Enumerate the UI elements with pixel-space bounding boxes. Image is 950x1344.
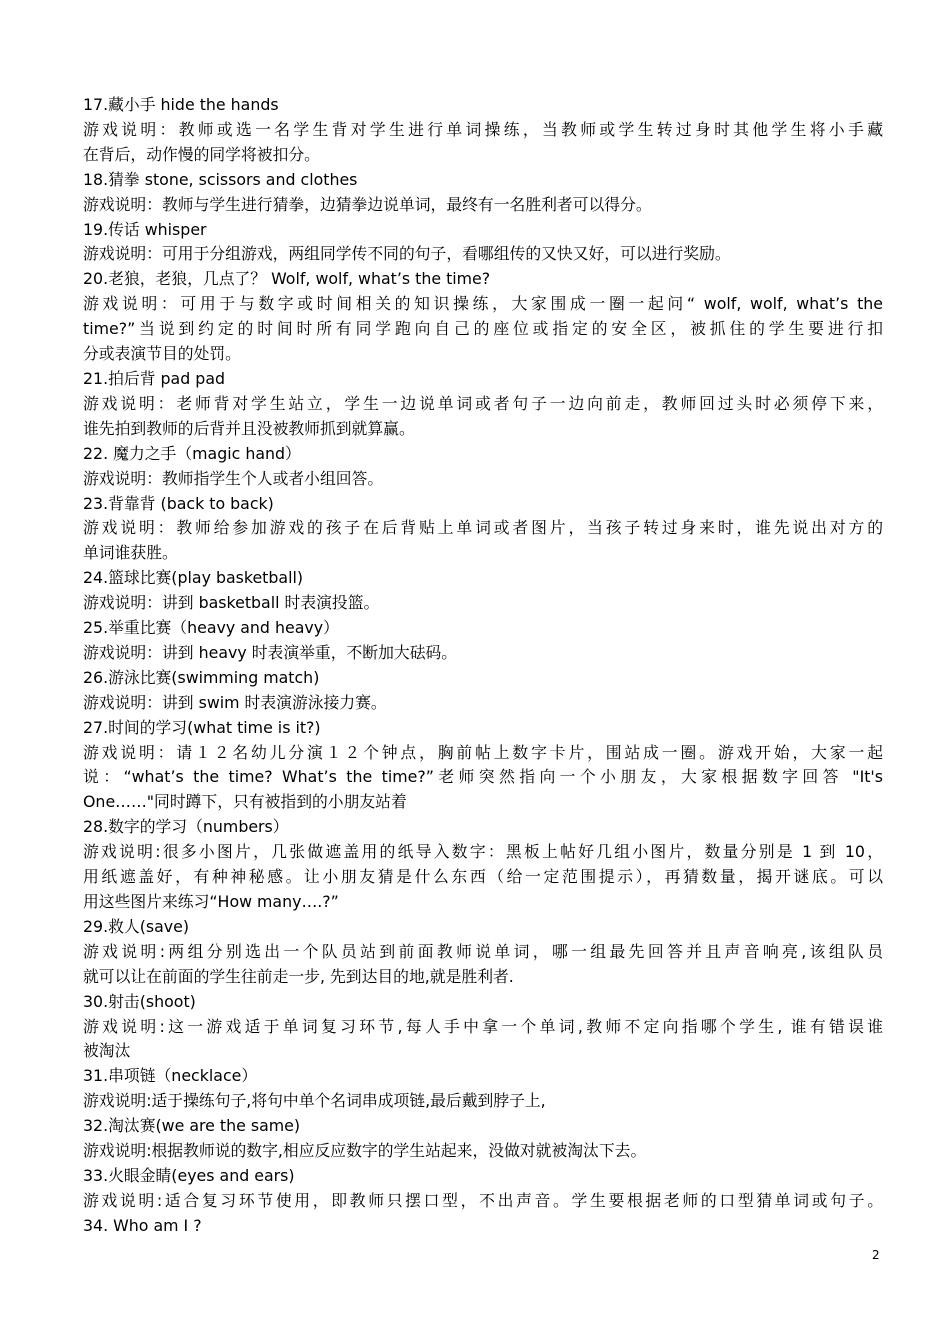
game-description-line: 在背后，动作慢的同学将被扣分。 xyxy=(83,144,320,164)
game-description-line: 说：“what’s the time? What’s the time?”老师突然指向一个小朋友，大家根据数字回答 "It's xyxy=(83,767,883,787)
game-description-line: 游戏说明：讲到 basketball 时表演投篮。 xyxy=(83,593,380,613)
game-description-line: 就可以让在前面的学生往前走一步, 先到达目的地,就是胜利者. xyxy=(83,966,514,986)
game-title: 22. 魔力之手（magic hand） xyxy=(83,443,301,463)
game-description-line: 用纸遮盖好，有种神秘感。让小朋友猜是什么东西（给一定范围提示），再猜数量，揭开谜底。可以 xyxy=(83,867,883,887)
game-description-line: 被淘汰 xyxy=(83,1041,131,1061)
game-description-line: 游戏说明：讲到 heavy 时表演举重，不断加大砝码。 xyxy=(83,642,458,662)
game-description-line: 游戏说明:适于操练句子,将句中单个名词串成项链,最后戴到脖子上, xyxy=(83,1091,546,1111)
game-description-line: 游戏说明：请１２名幼儿分演１２个钟点，胸前帖上数字卡片，围站成一圈。游戏开始，大家一起 xyxy=(83,742,883,762)
game-description-line: time?”当说到约定的时间时所有同学跑向自己的座位或指定的安全区，被抓住的学生要进行扣 xyxy=(83,319,883,339)
game-title: 29.救人(save) xyxy=(83,916,190,936)
game-description-line: One……"同时蹲下，只有被指到的小朋友站着 xyxy=(83,792,407,812)
game-description-line: 游戏说明：教师给参加游戏的孩子在后背贴上单词或者图片，当孩子转过身来时，谁先说出对方的 xyxy=(83,518,883,538)
game-title: 26.游泳比赛(swimming match) xyxy=(83,667,320,687)
game-description-line: 用这些图片来练习“How many….?” xyxy=(83,892,339,911)
game-description-line: 游戏说明：可用于与数字或时间相关的知识操练，大家围成一圈一起问“ wolf, wolf, what’s the xyxy=(83,294,883,314)
game-description-line: 游戏说明:这一游戏适于单词复习环节,每人手中拿一个单词,教师不定向指哪个学生, 谁有错误谁 xyxy=(83,1016,883,1036)
game-title: 23.背靠背 (back to back) xyxy=(83,493,274,513)
game-description-line: 单词谁获胜。 xyxy=(83,543,178,563)
game-title: 25.举重比赛（heavy and heavy） xyxy=(83,618,339,638)
game-title: 20.老狼，老狼，几点了？ Wolf, wolf, what’s the time? xyxy=(83,269,491,289)
game-description-line: 游戏说明：教师指学生个人或者小组回答。 xyxy=(83,468,384,488)
game-title: 33.火眼金睛(eyes and ears) xyxy=(83,1165,295,1185)
document-body xyxy=(83,93,883,1239)
game-title: 30.射击(shoot) xyxy=(83,991,196,1011)
game-title: 19.传话 whisper xyxy=(83,219,207,239)
game-title: 21.拍后背 pad pad xyxy=(83,368,226,388)
game-description-line: 谁先拍到教师的后背并且没被教师抓到就算赢。 xyxy=(83,418,415,438)
game-description-line: 游戏说明：可用于分组游戏，两组同学传不同的句子，看哪组传的又快又好，可以进行奖励。 xyxy=(83,244,731,264)
game-description-line: 游戏说明：老师背对学生站立，学生一边说单词或者句子一边向前走，教师回过头时必须停下来， xyxy=(83,393,883,413)
game-title: 18.猜拳 stone, scissors and clothes xyxy=(83,169,358,189)
game-description-line: 游戏说明：教师与学生进行猜拳，边猜拳边说单词，最终有一名胜利者可以得分。 xyxy=(83,194,652,214)
game-title: 17.藏小手 hide the hands xyxy=(83,95,279,114)
game-title: 27.时间的学习(what time is it?) xyxy=(83,717,321,737)
game-description-line: 游戏说明:很多小图片，几张做遮盖用的纸导入数字：黑板上帖好几组小图片，数量分别是 1 到 10， xyxy=(83,842,883,862)
game-description-line: 游戏说明:两组分别选出一个队员站到前面教师说单词，哪一组最先回答并且声音响亮,该组队员 xyxy=(83,941,883,961)
game-title: 34. Who am I ? xyxy=(83,1215,202,1235)
game-description-line: 游戏说明：教师或选一名学生背对学生进行单词操练，当教师或学生转过身时其他学生将小手藏 xyxy=(83,119,883,139)
game-description-line: 游戏说明：讲到 swim 时表演游泳接力赛。 xyxy=(83,692,387,712)
game-description-line: 游戏说明:根据教师说的数字,相应反应数字的学生站起来，没做对就被淘汰下去。 xyxy=(83,1141,647,1161)
game-title: 28.数字的学习（numbers） xyxy=(83,817,289,837)
game-description-line: 分或表演节目的处罚。 xyxy=(83,344,241,364)
page-number: 2 xyxy=(872,1248,880,1262)
game-title: 31.串项链（necklace） xyxy=(83,1066,258,1086)
game-description-line: 游戏说明:适合复习环节使用，即教师只摆口型，不出声音。学生要根据老师的口型猜单词或句子。 xyxy=(83,1190,883,1210)
game-title: 24.篮球比赛(play basketball) xyxy=(83,568,304,588)
game-title: 32.淘汰赛(we are the same) xyxy=(83,1116,301,1136)
